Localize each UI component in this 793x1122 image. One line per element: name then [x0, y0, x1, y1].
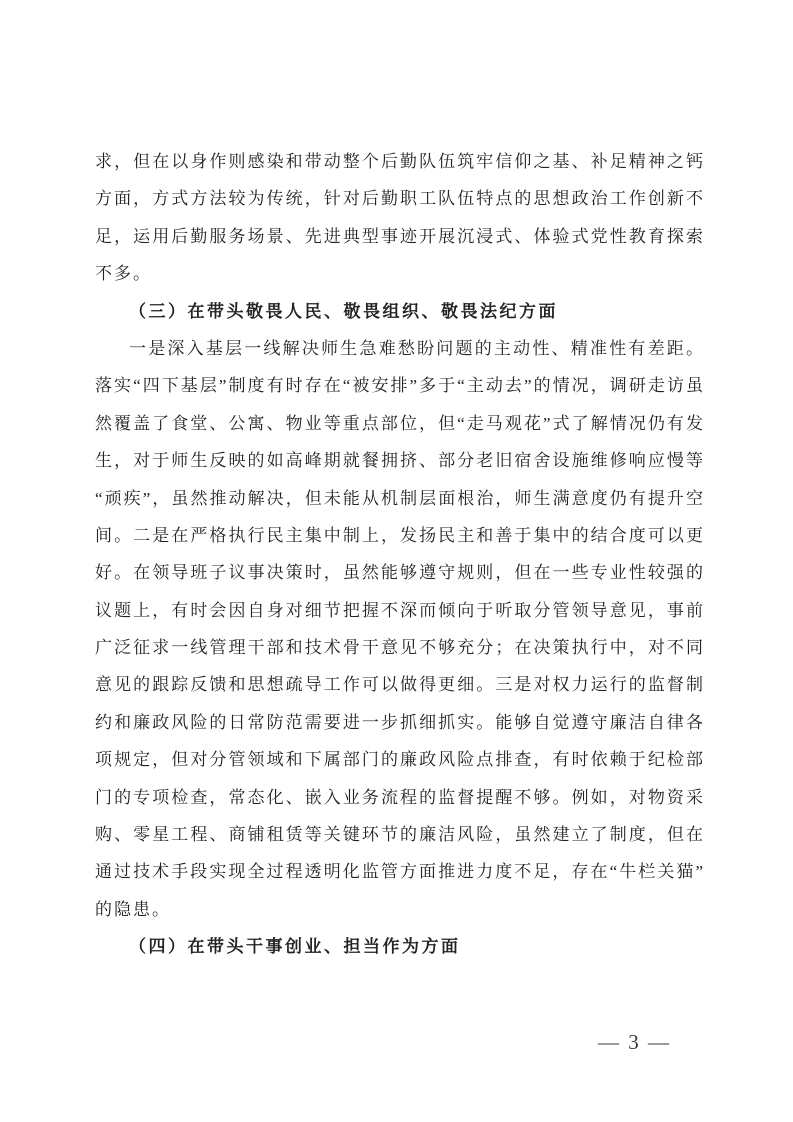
- text-line: 一是深入基层一线解决师生急难愁盼问题的主动性、精准性有差距。: [129, 338, 703, 358]
- text-line: 通过技术手段实现全过程透明化监管方面推进力度不足，存在“牛栏关猫”: [95, 862, 703, 882]
- text-line: 项规定，但对分管领域和下属部门的廉政风险点排查，有时依赖于纪检部: [95, 750, 703, 770]
- text-line: “顽疾”，虽然推动解决，但未能从机制层面根治，师生满意度仍有提升空: [95, 488, 703, 508]
- text-line: 不多。: [95, 264, 152, 284]
- text-line: 好。在领导班子议事决策时，虽然能够遵守规则，但在一些专业性较强的: [95, 563, 703, 583]
- text-line: 广泛征求一线管理干部和技术骨干意见不够充分；在决策执行中，对不同: [95, 638, 703, 658]
- text-line: 议题上，有时会因自身对细节把握不深而倾向于听取分管领导意见，事前: [95, 600, 703, 620]
- text-line: 间。二是在严格执行民主集中制上，发扬民主和善于集中的结合度可以更: [95, 525, 703, 545]
- text-line: 门的专项检查，常态化、嵌入业务流程的监督提醒不够。例如，对物资采: [95, 787, 703, 807]
- text-block: [95, 143, 703, 966]
- text-line: 的隐患。: [95, 899, 171, 919]
- section-heading: （四）在带头干事创业、担当作为方面: [129, 937, 461, 957]
- text-line: 生，对于师生反映的如高峰期就餐拥挤、部分老旧宿舍设施维修响应慢等: [95, 451, 703, 471]
- text-line: 足，运用后勤服务场景、先进典型事迹开展沉浸式、体验式党性教育探索: [95, 226, 703, 246]
- text-line: 意见的跟踪反馈和思想疏导工作可以做得更细。三是对权力运行的监督制: [95, 675, 703, 695]
- text-line: 方面，方式方法较为传统，针对后勤职工队伍特点的思想政治工作创新不: [95, 189, 703, 209]
- section-heading: （三）在带头敬畏人民、敬畏组织、敬畏法纪方面: [129, 301, 558, 321]
- text-line: 然覆盖了食堂、公寓、物业等重点部位，但“走马观花”式了解情况仍有发: [95, 413, 703, 433]
- page-number: — 3 —: [598, 1030, 671, 1054]
- text-line: 求，但在以身作则感染和带动整个后勤队伍筑牢信仰之基、补足精神之钙: [95, 152, 703, 171]
- text-line: 约和廉政风险的日常防范需要进一步抓细抓实。能够自觉遵守廉洁自律各: [95, 712, 703, 732]
- text-line: 落实“四下基层”制度有时存在“被安排”多于“主动去”的情况，调研走访虽: [95, 376, 703, 396]
- text-line: 购、零星工程、商铺租赁等关键环节的廉洁风险，虽然建立了制度，但在: [95, 825, 703, 845]
